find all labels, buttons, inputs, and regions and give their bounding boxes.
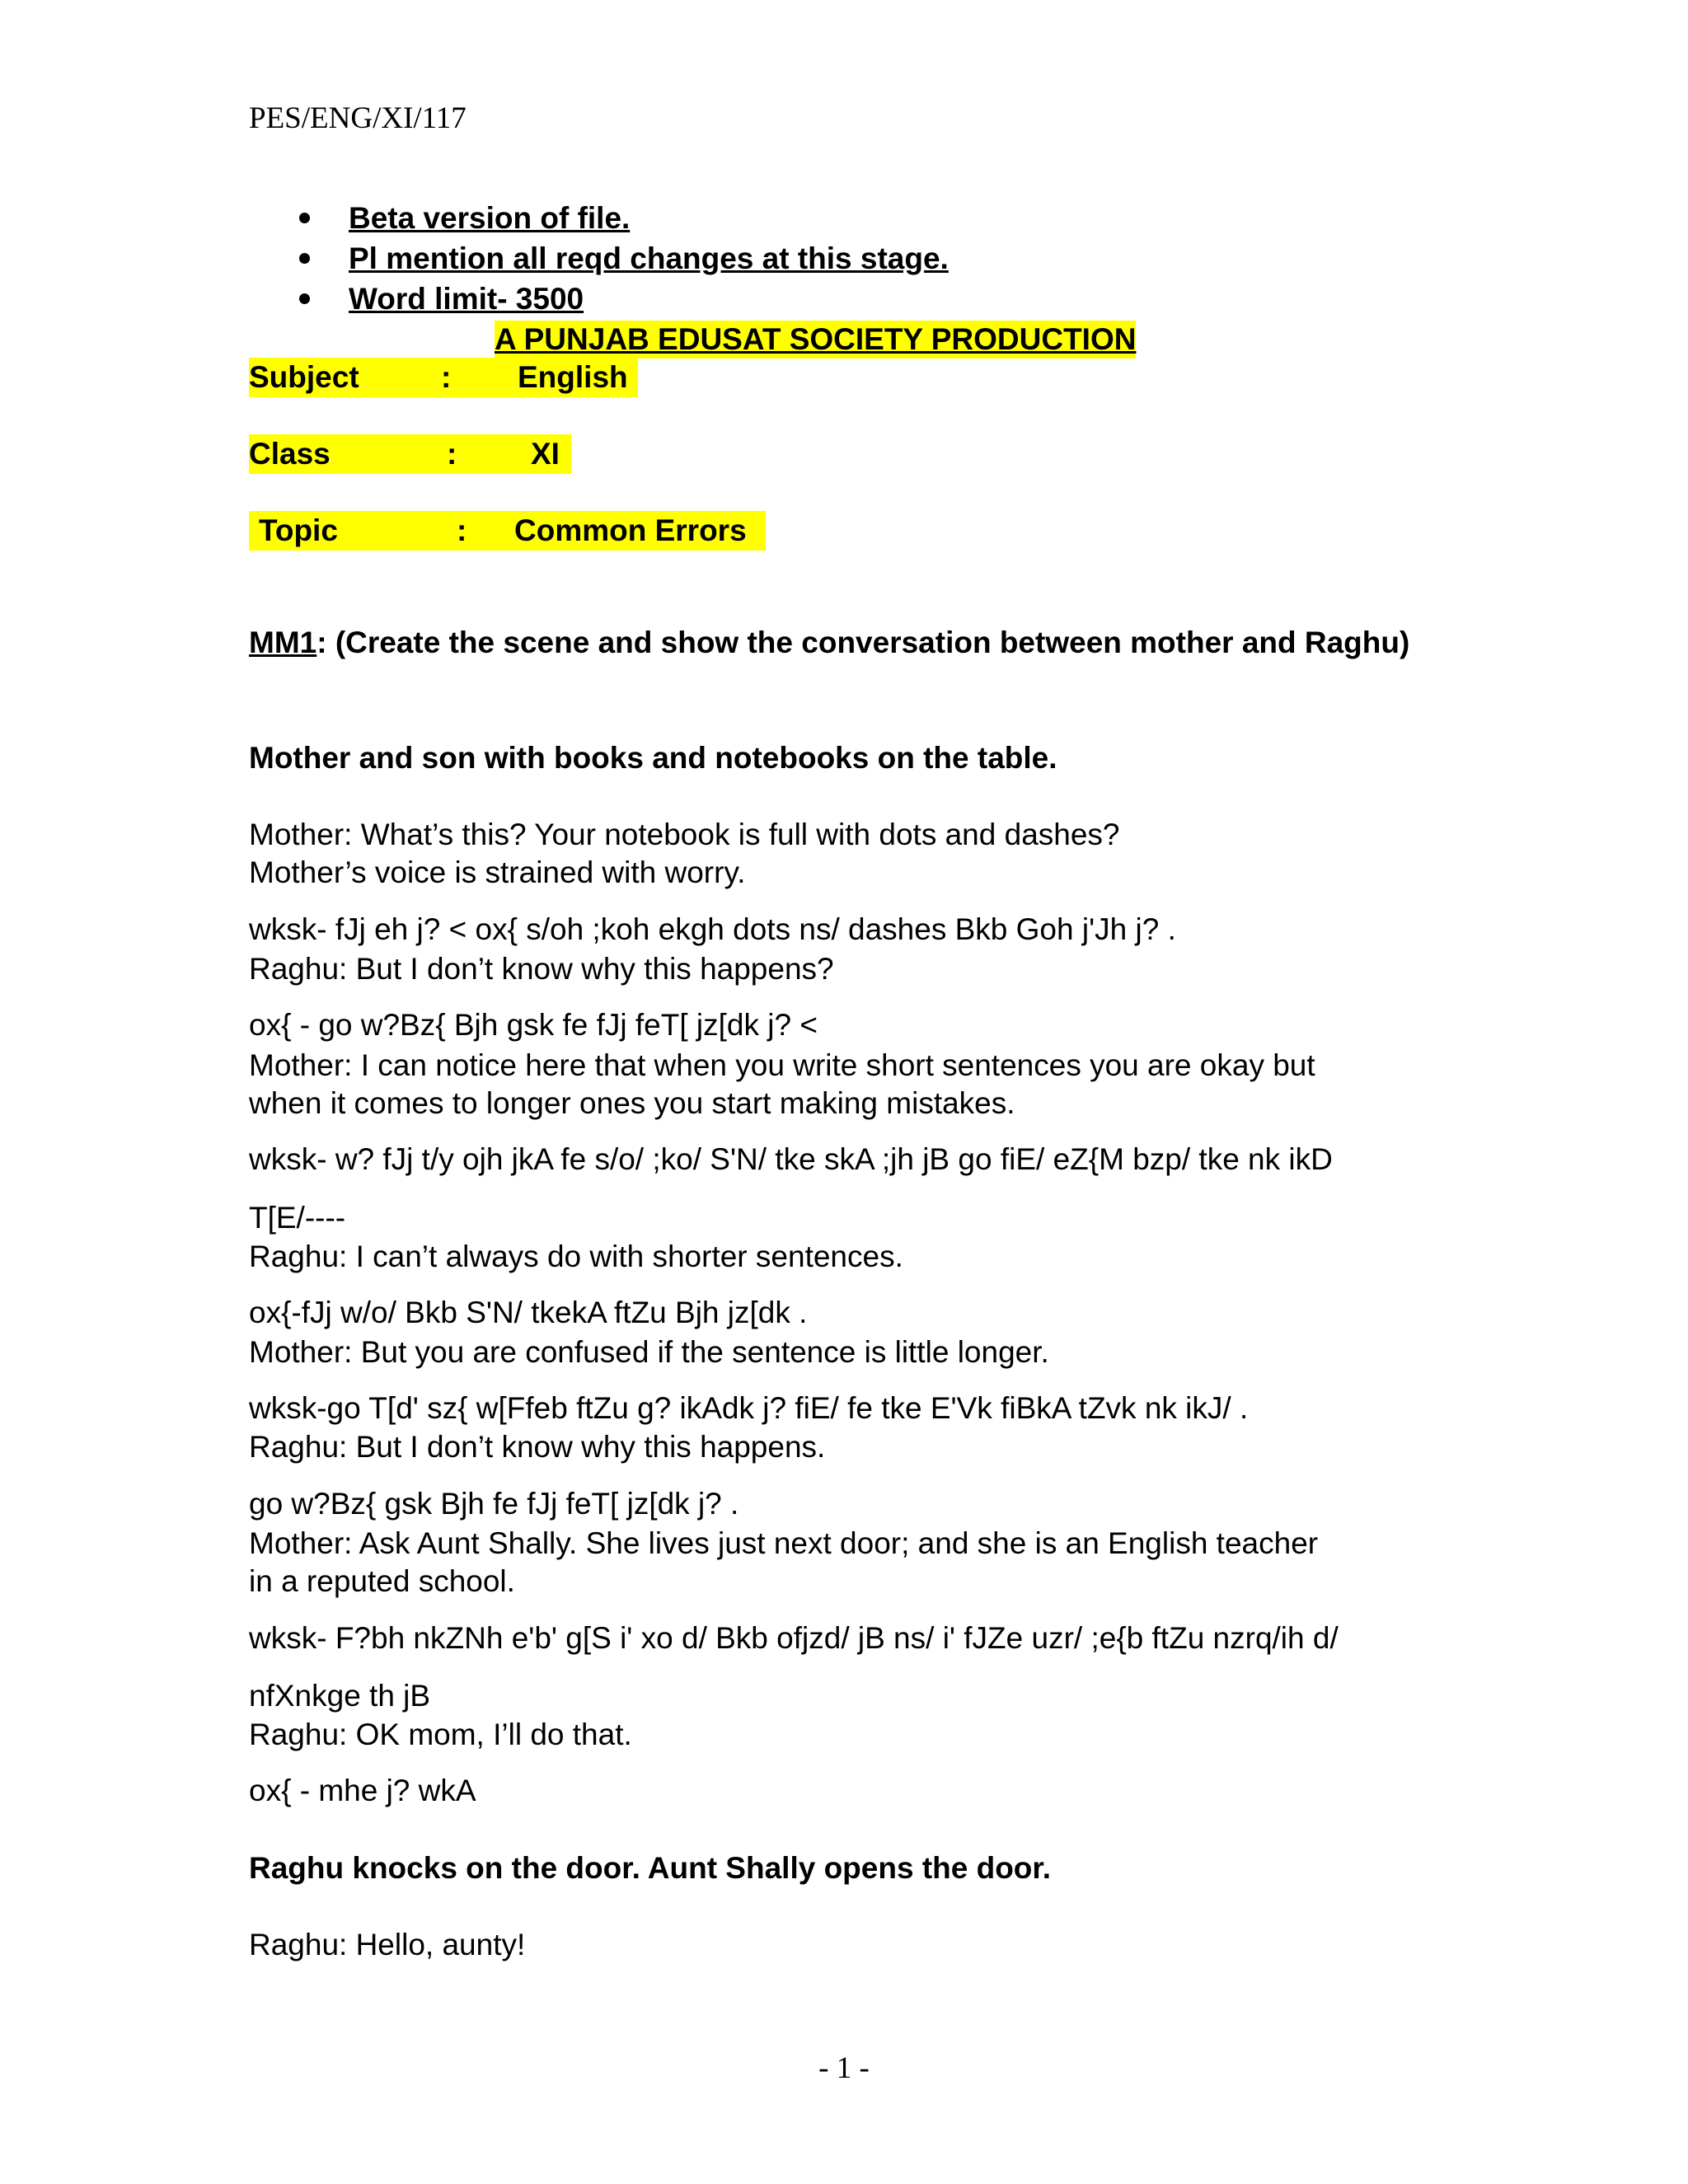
bullet-icon [299,213,310,223]
dialogue-line: in a reputed school. [249,1564,515,1598]
dialogue-line: Raghu: I can’t always do with shorter sentences. [249,1240,903,1273]
dialogue-line: Mother’s voice is strained with worry. [249,855,746,889]
dialogue-line: Mother: Ask Aunt Shally. She lives just next door; and she is an English teacher [249,1526,1319,1560]
dialogue-line: ox{ - mhe j? wkA [249,1774,476,1807]
dialogue-line: wksk- fJj eh j? < ox{ s/oh ;koh ekgh dots ns/ dashes Bkb Goh j'Jh j? . [249,912,1176,946]
dialogue-line: when it comes to longer ones you start making mistakes. [249,1086,1015,1120]
dialogue-line: Raghu: OK mom, I’ll do that. [249,1718,632,1751]
dialogue-line: Raghu: Hello, aunty! [249,1928,526,1961]
meta-separator: : [457,513,467,547]
dialogue-line: Raghu: But I don’t know why this happens? [249,952,834,986]
meta-value: XI [531,437,560,471]
dialogue-line: Mother: But you are confused if the sentence is little longer. [249,1335,1049,1369]
meta-key: Class [249,437,331,471]
dialogue-line: Mother: What’s this? Your notebook is full with dots and dashes? [249,818,1120,851]
meta-value: Common Errors [514,513,747,547]
dialogue-line: Mother: I can notice here that when you write short sentences you are okay but [249,1048,1315,1082]
meta-class [249,434,571,474]
meta-key: Topic [259,513,338,547]
dialogue-line: wksk-go T[d' sz{ w[Ffeb ftZu g? ikAdk j? fiE/ fe tke E'Vk fiBkA tZvk nk ikJ/ . [249,1391,1249,1425]
dialogue-line: Raghu: But I don’t know why this happens. [249,1430,826,1464]
stage-direction: Raghu knocks on the door. Aunt Shally opens the door. [249,1851,1052,1885]
meta-topic [249,511,766,551]
mm-text: : (Create the scene and show the conversation between mother and Raghu) [316,626,1410,659]
document-code: PES/ENG/XI/117 [249,101,467,135]
note-item: Word limit- 3500 [299,279,949,319]
meta-separator: : [447,437,457,471]
dialogue-line: ox{ - go w?Bz{ Bjh gsk fe fJj feT[ jz[dk j? < [249,1008,818,1042]
meta-key: Subject [249,360,359,394]
mm-instruction [249,624,1452,662]
dialogue-line: go w?Bz{ gsk Bjh fe fJj feT[ jz[dk j? . [249,1487,739,1521]
stage-direction: Mother and son with books and notebooks on the table. [249,741,1057,775]
mm-label: MM1 [249,626,317,659]
dialogue-line: wksk- F?bh nkZNh e'b' g[S i' xo d/ Bkb ofjzd/ jB ns/ i' fJZe uzr/ ;e{b ftZu nzrq/ih d/ [249,1621,1339,1655]
page-number: - 1 - [818,2051,870,2085]
meta-value: English [518,360,628,394]
bullet-icon [299,253,310,264]
production-title: A PUNJAB EDUSAT SOCIETY PRODUCTION [495,321,1136,359]
notes-list [299,198,949,319]
dialogue-line: ox{-fJj w/o/ Bkb S'N/ tkekA ftZu Bjh jz[dk . [249,1296,808,1329]
bullet-icon [299,293,310,304]
meta-subject [249,358,638,397]
dialogue-line: nfXnkge th jB [249,1679,431,1713]
dialogue-line: wksk- w? fJj t/y ojh jkA fe s/o/ ;ko/ S'N/ tke skA ;jh jB go fiE/ eZ{M bzp/ tke nk ikD [249,1142,1333,1176]
note-item: Pl mention all reqd changes at this stage. [299,238,949,279]
note-item: Beta version of file. [299,198,949,238]
meta-separator: : [441,360,452,394]
dialogue-line: T[E/---- [249,1201,346,1235]
